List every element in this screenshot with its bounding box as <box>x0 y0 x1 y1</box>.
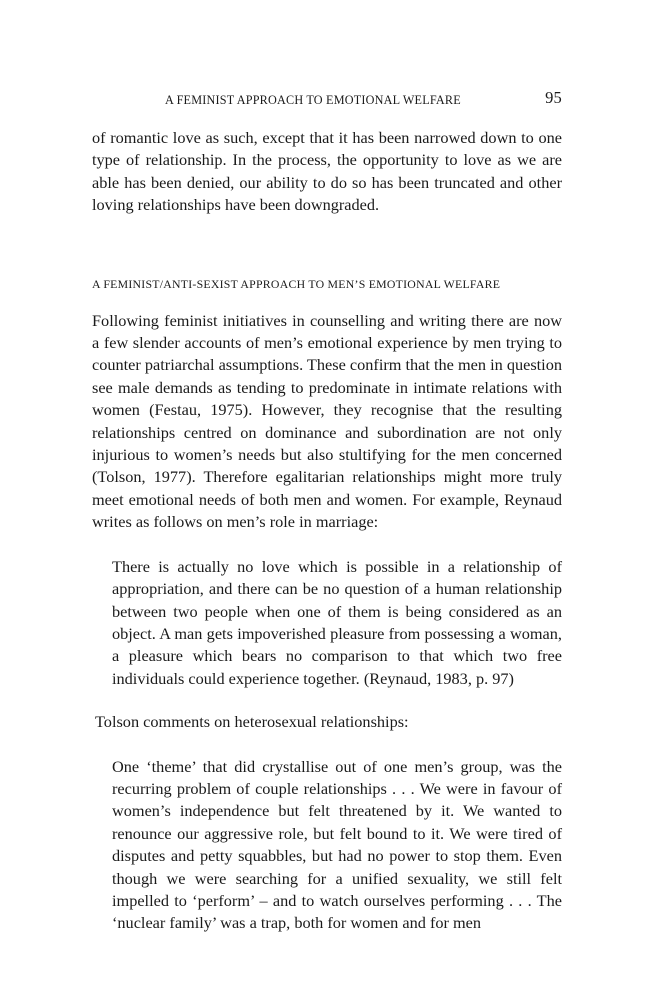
book-page <box>92 88 562 935</box>
paragraph-following-feminist: Following feminist initiatives in counselling and writing there are now a few slender accounts of men’s emotional experience by men trying to counter patriarchal assumptions. These confirm that the men in question see male demands as tending to predominate in intimate relations with women (Festau, 1975). However, they recognise that the resulting relationships centred on dominance and subordination are not only injurious to women’s needs but also stultifying for the men concerned (Tolson, 1977). Therefore egalitarian relationships might more truly meet emotional needs of both men and women. For example, Reynaud writes as follows on men’s role in marriage: <box>92 310 562 532</box>
block-quote-tolson <box>112 756 562 935</box>
section-heading: A FEMINIST/ANTI-SEXIST APPROACH TO MEN’S EMOTIONAL WELFARE <box>92 276 501 291</box>
paragraph-tolson-intro: Tolson comments on heterosexual relationships: <box>95 712 409 732</box>
running-head <box>92 88 562 110</box>
running-title: A FEMINIST APPROACH TO EMOTIONAL WELFARE <box>165 93 461 107</box>
paragraph-continuation: of romantic love as such, except that it has been narrowed down to one type of relationship. In the process, the opportunity to love as we are able has been denied, our ability to do so has been truncated and other loving relationships have been downgraded. <box>92 128 562 215</box>
page-number: 95 <box>545 88 562 107</box>
quote-reynaud-text: There is actually no love which is possible in a relationship of appropriation, and there can be no question of a human relationship between two people when one of them is being considered as an object. A man gets impoverished pleasure from possessing a woman, a pleasure which bears no comparison to that which two free individuals could experience together. (Reynaud, 1983, p. 97) <box>112 556 562 688</box>
block-quote-reynaud <box>112 556 562 690</box>
quote-tolson-text: One ‘theme’ that did crystallise out of one men’s group, was the recurring problem of couple relationships . . . We were in favour of women’s independence but felt threatened by it. We wanted to renounce our aggressive role, but felt bound to it. We were tired of disputes and petty squabbles, but had no power to stop them. Even though we were searching for a unified sexuality, we still felt impelled to ‘perform’ – and to watch ourselves performing . . . The ‘nuclear family’ was a trap, both for women and for men <box>112 756 562 933</box>
